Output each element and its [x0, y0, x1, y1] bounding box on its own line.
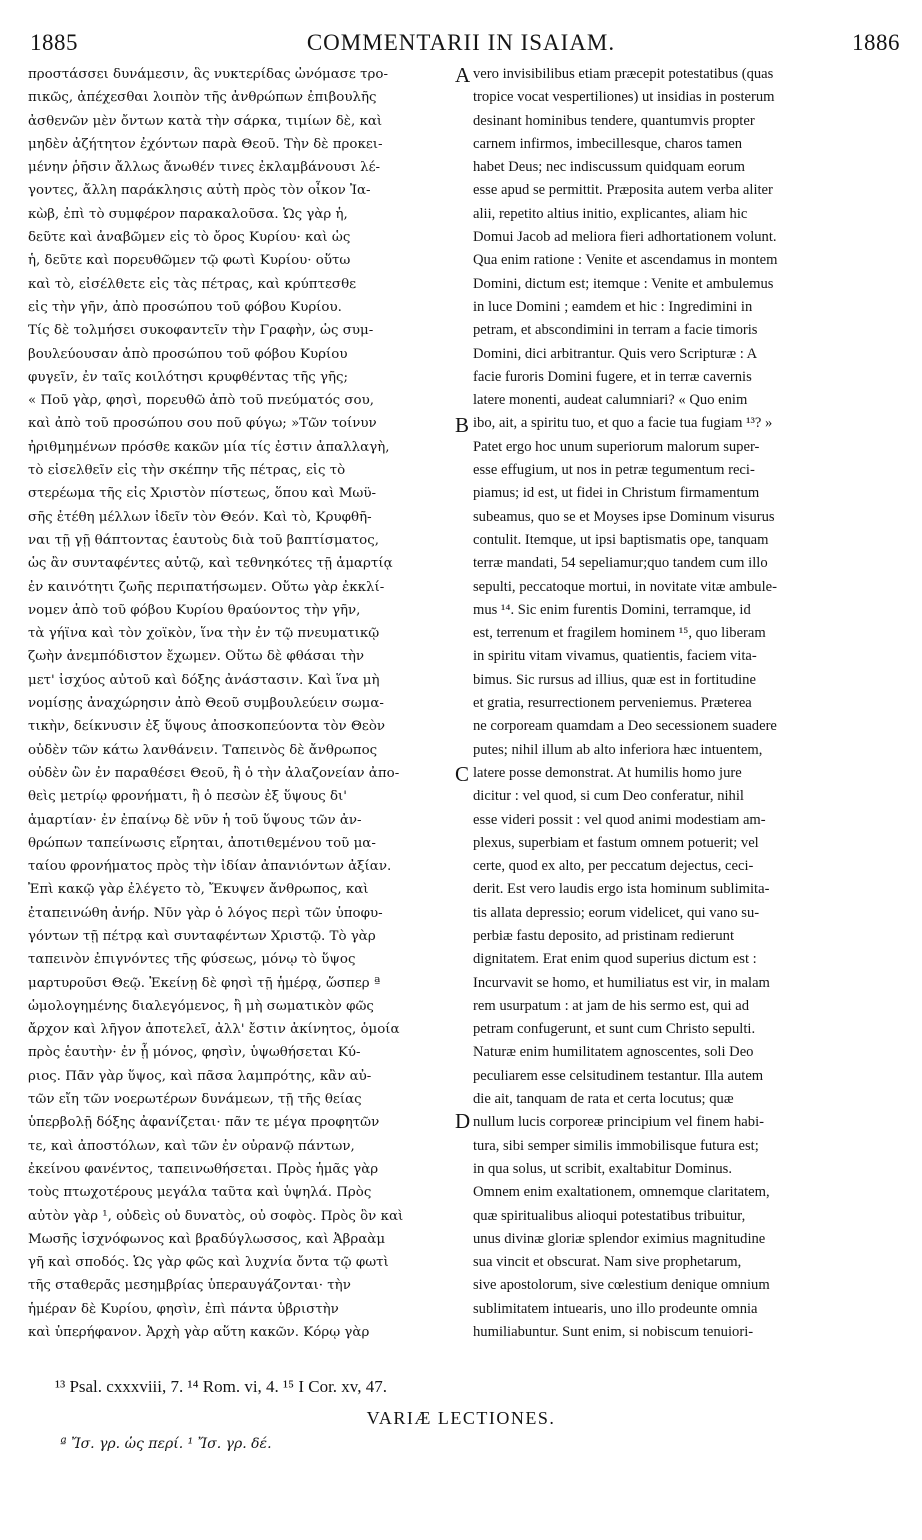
latin-text-line: est, terrenum et fragilem hominem ¹⁵, quo liberam — [473, 625, 766, 642]
greek-text-line: τῆς σταθερᾶς μεσημβρίας ὑπεραυγάζονται· τὴν — [28, 1278, 351, 1294]
latin-text-line: Domini, dici arbitrantur. Quis vero Scripturæ : A — [473, 345, 758, 362]
greek-text-line: καὶ ἀπὸ τοῦ προσώπου σου ποῦ φύγω; »Τῶν τοίνυν — [28, 416, 377, 432]
latin-text-line: petram, et abscondimini in terram a facie timoris — [473, 322, 758, 339]
latin-text-line: vero invisibilibus etiam præcepit potestatibus (quas — [473, 66, 774, 82]
latin-text-line: sua vincit et obscurat. Nam sive prophetarum, — [473, 1254, 742, 1271]
latin-text-line: perbiæ fastu deposito, ad pristinam redierunt — [473, 927, 735, 944]
latin-text-line: die ait, tanquam de rata et certa locutus; quæ — [473, 1091, 734, 1108]
latin-text-line: alii, repetito altius initio, explicantes, aliam hic — [473, 205, 748, 222]
margin-letter-a: A — [455, 63, 471, 87]
greek-text-line: γόντων τῇ πέτρᾳ καὶ συνταφέντων Χριστῷ. Τὸ γὰρ — [28, 928, 376, 944]
greek-text-line: θεὶς μετρίῳ φρονήματι, ἢ ὁ πεσὼν ἐξ ὕψους δι' — [28, 789, 347, 805]
greek-text-line: γῆ καὶ σποδός. Ὡς γὰρ φῶς καὶ λυχνία ὄντα τῷ φωτὶ — [28, 1255, 389, 1271]
greek-text-line: ταπεινὸν ἐπιγνόντες τῆς φύσεως, μόνῳ τὸ ὕψος — [28, 952, 356, 968]
latin-text-line: rem usurpatum : at jam de his sermo est, qui ad — [473, 997, 750, 1014]
greek-text-line: νομεν ἀπὸ τοῦ φόβου Κυρίου θραύοντος τὴν γῆν, — [28, 602, 361, 618]
latin-text-column — [473, 63, 913, 1368]
latin-text-line: Omnem enim exaltationem, omnemque claritatem, — [473, 1184, 770, 1201]
latin-text-line: plexus, superbiam et fastum omnem potuerit; vel — [473, 834, 759, 851]
latin-text-line: dignitatem. Erat enim quod superius dictum est : — [473, 951, 757, 968]
greek-text-line: σῆς ἐτέθη μέλλων ἰδεῖν τὸν Θεόν. Καὶ τὸ, Κρυφθῆ- — [28, 509, 372, 525]
variae-lectiones-heading: VARIÆ LECTIONES. — [366, 1408, 556, 1428]
greek-text-line: φυγεῖν, ἐν ταῖς κοιλότησι κρυφθέντας τῆς γῆς; — [28, 369, 349, 385]
latin-text-line: tropice vocat vespertiliones) ut insidias in posterum — [473, 89, 775, 106]
greek-text-line: ἀσθενῶν μὲν ὄντων κατὰ τὴν σάρκα, τιμίων δὲ, καὶ — [28, 113, 383, 129]
greek-text-line: ἡμέραν δὲ Κυρίου, φησὶν, ἐπὶ πάντα ὑβριστὴν — [28, 1301, 339, 1317]
greek-text-line: Μωσῆς ἰσχνόφωνος καὶ βραδύγλωσσος, καὶ Ἀβραὰμ — [28, 1231, 386, 1247]
latin-text-line: in spiritu vitam vivamus, quatientis, faciem vita- — [473, 648, 757, 665]
greek-text-line: ριος. Πᾶν γὰρ ὕψος, καὶ πᾶσα λαμπρότης, κἂν αὐ- — [28, 1068, 372, 1084]
greek-text-line: τὰ γήϊνα καὶ τὸν χοϊκὸν, ἵνα τὴν ἐν τῷ πνευματικῷ — [28, 626, 380, 642]
latin-text-line: contulit. Itemque, ut ipsi baptismatis ope, tanquam — [473, 531, 769, 548]
latin-text-line: subeamus, quo se et Moyses ipse Dominum visurus — [473, 508, 775, 525]
greek-text-line: βουλεύουσαν ἀπὸ προσώπου τοῦ φόβου Κυρίου — [28, 346, 348, 362]
latin-text-line: terræ mandati, 54 sepeliamur;quo tandem cum illo — [473, 555, 768, 572]
greek-text-line: ἄρχον καὶ λῆγον ἀποτελεῖ, ἀλλ' ἔστιν ἀκίνητος, ὁμοία — [28, 1022, 400, 1038]
greek-text-line: ἐκείνου φανέντος, ταπεινωθήσεται. Πρὸς ἡμᾶς γὰρ — [28, 1161, 379, 1177]
page-header — [22, 30, 900, 60]
greek-text-line: μετ' ἰσχύος αὐτοῦ καὶ δόξης ἀνάστασιν. Καὶ ἵνα μὴ — [28, 672, 380, 688]
latin-text-line: sive apostolorum, sive cœlestium denique omnium — [473, 1277, 770, 1294]
greek-text-line: θρώπων ταπείνωσις εἴρηται, ἀποτιθεμένου τοῦ μα- — [28, 835, 376, 851]
running-title: COMMENTARII IN ISAIAM. — [306, 30, 616, 55]
latin-text-line: Domini, dictum est; itemque : Venite et ambulemus — [473, 275, 774, 292]
greek-text-line: αὐτὸν γὰρ ¹, οὐδεὶς οὐ δυνατὸς, οὐ σοφὸς. Πρὸς ὃν καὶ — [28, 1208, 404, 1224]
margin-letter-b: B — [455, 413, 470, 437]
greek-text-line: ὑπερβολῇ δόξης ἀφανίζεται· πᾶν τε μέγα προφητῶν — [28, 1115, 380, 1131]
latin-text-line: tis allata depressio; eorum videlicet, qui vano su- — [473, 904, 760, 921]
greek-text-line: τοὺς πτωχοτέρους μεγάλα ταῦτα καὶ ὑψηλά. Πρὸς — [28, 1185, 372, 1201]
latin-text-line: Domui Jacob ad meliora fieri adhortationem volunt. — [473, 229, 777, 246]
greek-text-line: κὼβ, ἐπὶ τὸ συμφέρον παρακαλοῦσα. Ὡς γὰρ ἡ, — [28, 206, 348, 222]
greek-text-line: οὐδὲν τῶν κάτω λανθάνειν. Ταπεινὸς δὲ ἄνθρωπος — [28, 742, 378, 758]
greek-text-line: Ἐπὶ κακῷ γὰρ ἐλέγετο τὸ, Ἔκυψεν ἄνθρωπος, καὶ — [28, 882, 369, 898]
latin-text-line: piamus; id est, ut fidei in Christum firmamentum — [473, 485, 760, 502]
latin-text-line: latere monenti, audeat calumniari? « Quo enim — [473, 392, 748, 409]
latin-text-line: dicitur : vel quod, si cum Deo conferatur, nihil — [473, 788, 744, 805]
greek-text-line: ἡ, δεῦτε καὶ πορευθῶμεν τῷ φωτὶ Κυρίου· οὕτω — [28, 253, 351, 269]
latin-text-line: nullum lucis corporeæ principium vel finem habi- — [473, 1114, 764, 1131]
margin-letter-c: C — [455, 762, 470, 786]
latin-text-line: esse videri possit : vel quod animi modestiam am- — [473, 811, 766, 828]
greek-text-line: Τίς δὲ τολμήσει συκοφαντεῖν τὴν Γραφὴν, ὡς συμ- — [28, 323, 374, 339]
greek-text-line: ναι τῇ γῇ θάπτοντας ἑαυτοὺς διὰ τοῦ βαπτίσματος, — [28, 532, 379, 548]
greek-text-line: μηδὲν ἀζήτητον ἐχόντων παρὰ Θεοῦ. Τὴν δὲ προκει- — [28, 136, 383, 152]
latin-text-line: mus ¹⁴. Sic enim furentis Domini, terramque, id — [473, 601, 751, 618]
greek-text-line: μαρτυροῦσι Θεῷ. Ἐκείνῃ δὲ φησὶ τῇ ἡμέρᾳ, ὥσπερ ª — [28, 975, 381, 991]
greek-text-line: τικὴν, δείκνυσιν ἐξ ὕψους ἀποσκοπεύοντα τὸν Θεὸν — [28, 719, 386, 735]
latin-text-line: desinant hominibus tendere, quantumvis propter — [473, 112, 755, 129]
latin-text-line: sepulti, peccatoque mortui, in novitate vitæ ambule- — [473, 578, 777, 595]
greek-text-line: ἐν καινότητι ζωῆς περιπατήσωμεν. Οὕτω γὰρ ἐκκλί- — [28, 579, 385, 595]
latin-text-line: esse effugium, ut nos in petræ tegumentum reci- — [473, 462, 755, 479]
greek-text-line: μένην ῥῆσιν ἄλλως ἄνωθέν τινες ἐκλαμβάνουσι λέ- — [28, 160, 381, 176]
margin-letter-d: D — [455, 1109, 471, 1133]
greek-text-line: « Ποῦ γὰρ, φησὶ, πορευθῶ ἀπὸ τοῦ πνεύματός σου, — [28, 393, 374, 409]
latin-text-line: unus divinæ gloriæ splendor eximius magnitudine — [473, 1230, 766, 1247]
greek-text-line: εἰς τὴν γῆν, ἀπὸ προσώπου τοῦ φόβου Κυρίου. — [28, 299, 342, 315]
latin-text-line: facie furoris Domini fugere, et in terræ cavernis — [473, 368, 752, 385]
page-number-right: 1886 — [852, 30, 900, 55]
greek-text-line: οὐδὲν ὢν ἐν παραθέσει Θεοῦ, ἢ ὁ τὴν ἀλαζονείαν ἀπο- — [28, 765, 400, 781]
latin-text-line: esse apud se permittit. Præposita autem verba aliter — [473, 182, 773, 199]
greek-text-line: ἁμαρτίαν· ἐν ἐπαίνῳ δὲ νῦν ἡ τοῦ ὕψους τῶν ἀν- — [28, 812, 362, 828]
latin-text-line: certe, quod ex alto, per peccatum dejectus, ceci- — [473, 858, 754, 875]
greek-text-line: νομίσῃς ἀναχώρησιν ἀπὸ Θεοῦ συμβουλεύειν σωμα- — [28, 696, 384, 712]
latin-text-line: ibo, ait, a spiritu tuo, et quo a facie tua fugiam ¹³? » — [473, 415, 773, 432]
latin-text-line: latere posse demonstrat. At humilis homo jure — [473, 764, 742, 781]
greek-text-line: προστάσσει δυνάμεσιν, ἃς νυκτερίδας ὠνόμασε τρο- — [28, 67, 388, 82]
latin-text-line: Incurvavit se homo, et humiliatus est vir, in malam — [473, 974, 770, 991]
greek-text-line: ἠριθμημένων πρόσθε κακῶν μία τίς ἐστιν ἀπαλλαγὴ, — [28, 439, 390, 455]
greek-text-line: τῶν εἴη τῶν νοερωτέρων δυνάμεων, τῇ τῆς θείας — [28, 1092, 362, 1108]
greek-text-line: στερέωμα τῆς εἰς Χριστὸν πίστεως, ὅπου καὶ Μωϋ- — [28, 486, 377, 502]
latin-text-line: Naturæ enim humilitatem agnoscentes, soli Deo — [473, 1044, 754, 1061]
greek-text-line: πικῶς, ἀπέχεσθαι λοιπὸν τῆς ἀνθρώπων ἐπιβουλῆς — [28, 90, 377, 106]
latin-text-line: in qua solus, ut scribit, exaltabitur Dominus. — [473, 1160, 733, 1177]
greek-text-column — [28, 63, 448, 1368]
greek-text-line: καὶ ὑπερήφανον. Ἀρχὴ γὰρ αὕτη κακῶν. Κόρῳ γὰρ — [28, 1325, 370, 1341]
greek-text-line: δεῦτε καὶ ἀναβῶμεν εἰς τὸ ὄρος Κυρίου· καὶ ὡς — [28, 230, 351, 246]
greek-text-line: καὶ τὸ, εἰσέλθετε εἰς τὰς πέτρας, καὶ κρύπτεσθε — [28, 276, 357, 292]
greek-text-line: ὡμολογημένης διαλεγόμενος, ἢ μὴ σωματικὸν φῶς — [28, 998, 374, 1014]
latin-text-line: in luce Domini ; eamdem et hic : Ingredimini in — [473, 298, 753, 315]
greek-text-line: πρὸς ἑαυτὴν· ἐν ᾗ μόνος, φησὶν, ὑψωθήσεται Κύ- — [28, 1045, 361, 1061]
latin-text-line: petram confugerunt, et sunt cum Christo sepulti. — [473, 1021, 756, 1038]
greek-text-line: γοντες, ἄλλη παράκλησις αὐτὴ πρὸς τὸν οἶκον Ἰα- — [28, 183, 371, 199]
greek-text-line: ταίου φρονήματος πρὸς τὴν ἰδίαν ἀπανιόντων ἀξίαν. — [28, 859, 392, 875]
footnotes: ¹³ Psal. cxxxviii, 7. ¹⁴ Rom. vi, 4. ¹⁵ I Cor. xv, 47. — [55, 1377, 387, 1396]
greek-text-line: ὡς ἂν συνταφέντες αὐτῷ, καὶ τεθνηκότες τῇ ἁμαρτίᾳ — [28, 556, 393, 572]
latin-text-line: bimus. Sic rursus ad illius, quæ est in fortitudine — [473, 671, 756, 688]
latin-text-line: putes; nihil illum ab alto inferiora hæc intuentem, — [473, 741, 763, 758]
greek-text-line: ἐταπεινώθη ἀνήρ. Νῦν γὰρ ὁ λόγος περὶ τῶν ὑποφυ- — [28, 905, 383, 921]
variant-readings: ª Ἴσ. γρ. ὡς περί. ¹ Ἴσ. γρ. δέ. — [60, 1436, 272, 1452]
greek-text-line: τὸ εἰσελθεῖν εἰς τὴν σκέπην τῆς πέτρας, εἰς τὸ — [28, 463, 346, 479]
greek-text-line: τε, καὶ ἀποστόλων, καὶ τῶν ἐν οὐρανῷ πάντων, — [28, 1138, 355, 1154]
page-number-left: 1885 — [30, 30, 78, 55]
latin-text-line: ne corpoream quamdam a Deo secessionem suadere — [473, 718, 777, 735]
latin-text-line: humiliabuntur. Sunt enim, si nobiscum tenuiori- — [473, 1324, 754, 1341]
greek-text-line: ζωὴν ἀνεμπόδιστον ἔχωμεν. Οὕτω δὲ φθάσαι τὴν — [28, 649, 365, 665]
latin-text-line: Patet ergo hoc unum superiorum malorum super- — [473, 438, 760, 455]
latin-text-line: carnem infirmos, imbecillesque, charos tamen — [473, 135, 743, 152]
latin-text-line: et gratia, resurrectionem perveniemus. Præterea — [473, 695, 752, 712]
latin-text-line: quæ spiritualibus alioqui potestatibus tribuitur, — [473, 1207, 746, 1224]
latin-text-line: Qua enim ratione : Venite et ascendamus in montem — [473, 252, 778, 269]
latin-text-line: derit. Est vero laudis ergo ista hominum sublimita- — [473, 881, 770, 898]
latin-text-line: habet Deus; nec indiscussum quidquam eorum — [473, 159, 745, 176]
latin-text-line: peculiarem esse celsitudinem testantur. Illa autem — [473, 1067, 764, 1084]
latin-text-line: sublimitatem intuearis, uno illo prodeunte omnia — [473, 1300, 758, 1317]
latin-text-line: tura, sibi semper similis immobilisque futura est; — [473, 1137, 759, 1154]
